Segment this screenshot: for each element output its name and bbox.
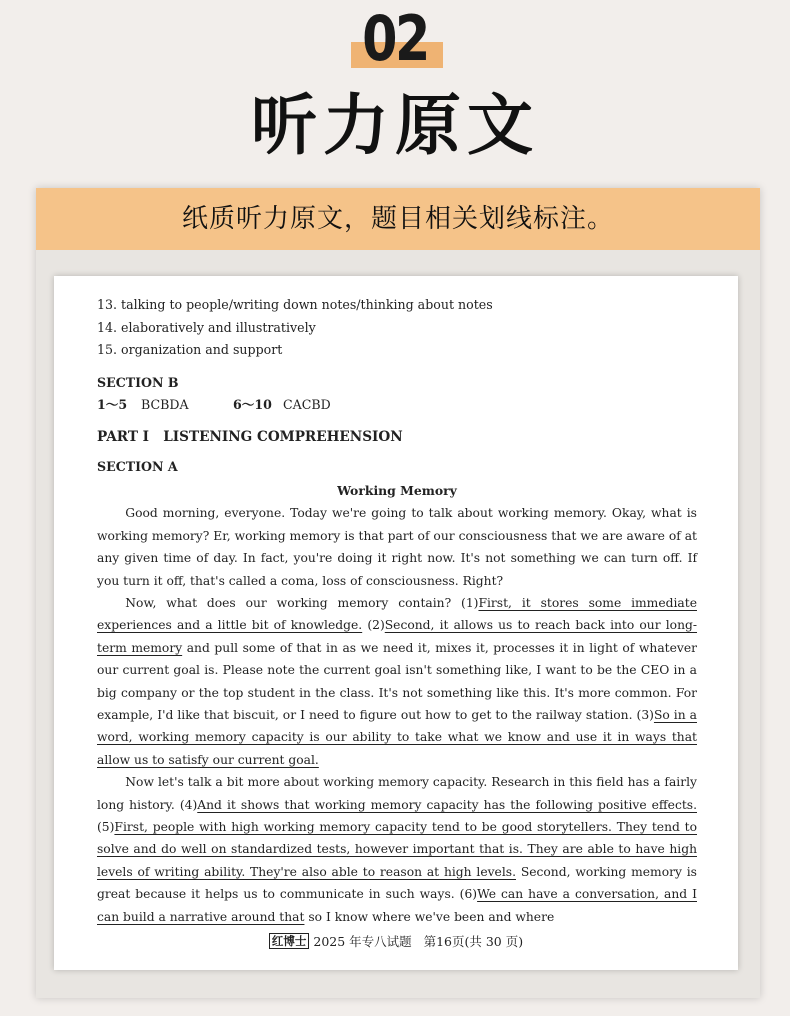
publisher-logo: 红博士 bbox=[269, 933, 310, 949]
text-run: Now, what does our working memory contain? (1) bbox=[125, 596, 479, 610]
answer-line-15: 15. organization and support bbox=[97, 342, 283, 358]
underlined-answer-4: And it shows that working memory capacity has the following positive effects. bbox=[197, 797, 697, 812]
answer-key-2: CACBD bbox=[283, 396, 331, 412]
text-run: and pull some of that in as we need it, mixes it, processes it in light of whatever our current goal is. Please note the current goal isn't something like, I want to be the CEO in a big company or the top student in the class. It's not something like this. It's more common. For example, I'd like that biscuit, or I need to figure out how to get to the railway station. (3) bbox=[97, 640, 697, 723]
underlined-answer-6: We can have a conversation, and I can build a narrative around that bbox=[97, 887, 697, 924]
section-a-heading: SECTION A bbox=[97, 459, 178, 475]
badge-number: 02 bbox=[362, 2, 428, 75]
section-b-answers bbox=[97, 394, 697, 417]
underlined-answer-5: First, people with high working memory capacity tend to be good storytellers. They tend to solve and do well on standardized tests, however important that is. They are able to have high levels of writing ability. They're also able to reason at high levels. bbox=[97, 820, 697, 879]
answer-key-1: BCBDA bbox=[141, 396, 189, 412]
transcript-title: Working Memory bbox=[337, 483, 457, 499]
underlined-answer-2: Second, it allows us to reach back into our long-term memory bbox=[97, 618, 698, 655]
part-heading: PART I LISTENING COMPREHENSION bbox=[97, 429, 403, 446]
answer-line-13: 13. talking to people/writing down notes/thinking about notes bbox=[97, 297, 493, 312]
transcript-paragraph-1: Good morning, everyone. Today we're going to talk about working memory. Okay, what is working memory? Er, working memory is that part of our consciousness that we are aware of at any given time of day. In fact, you're doing it right now. It's not something we can turn off. If you turn it off, that's called a coma, loss of consciousness. Right? bbox=[97, 506, 697, 588]
page-content bbox=[97, 294, 697, 928]
transcript-body bbox=[97, 502, 697, 928]
text-run: (5) bbox=[97, 820, 115, 835]
answer-range-2: 6～10 bbox=[233, 396, 272, 412]
underlined-answer-1: First, it stores some immediate experiences and a little bit of knowledge. bbox=[97, 596, 697, 633]
answer-sheet-page bbox=[54, 276, 738, 970]
section-number-badge bbox=[347, 2, 443, 75]
text-run: Second, working memory is great because it helps us to communicate in such ways. (6) bbox=[97, 864, 697, 902]
banner-caption: 纸质听力原文，题目相关划线标注。 bbox=[36, 188, 760, 250]
text-run: so I know where we've been and where bbox=[304, 909, 555, 924]
page-title: 听力原文 bbox=[251, 86, 539, 164]
answer-line-14: 14. elaboratively and illustratively bbox=[97, 319, 316, 335]
answer-range-1: 1～5 bbox=[97, 396, 128, 412]
section-b-heading: SECTION B bbox=[97, 374, 179, 390]
transcript-paragraph-2 bbox=[97, 592, 697, 771]
text-run: (2) bbox=[362, 618, 385, 633]
underlined-answer-3: So in a word, working memory capacity is our ability to take what we know and use it in ways that allow us to satisfy our current goal. bbox=[97, 708, 697, 767]
text-run: Now let's talk a bit more about working memory capacity. Research in this field has a fairly long history. (4) bbox=[97, 775, 697, 812]
transcript-paragraph-3 bbox=[97, 771, 697, 928]
page-footer bbox=[54, 932, 738, 950]
page-number-text: 2025 年专八试题 第16页(共 30 页) bbox=[313, 934, 524, 949]
